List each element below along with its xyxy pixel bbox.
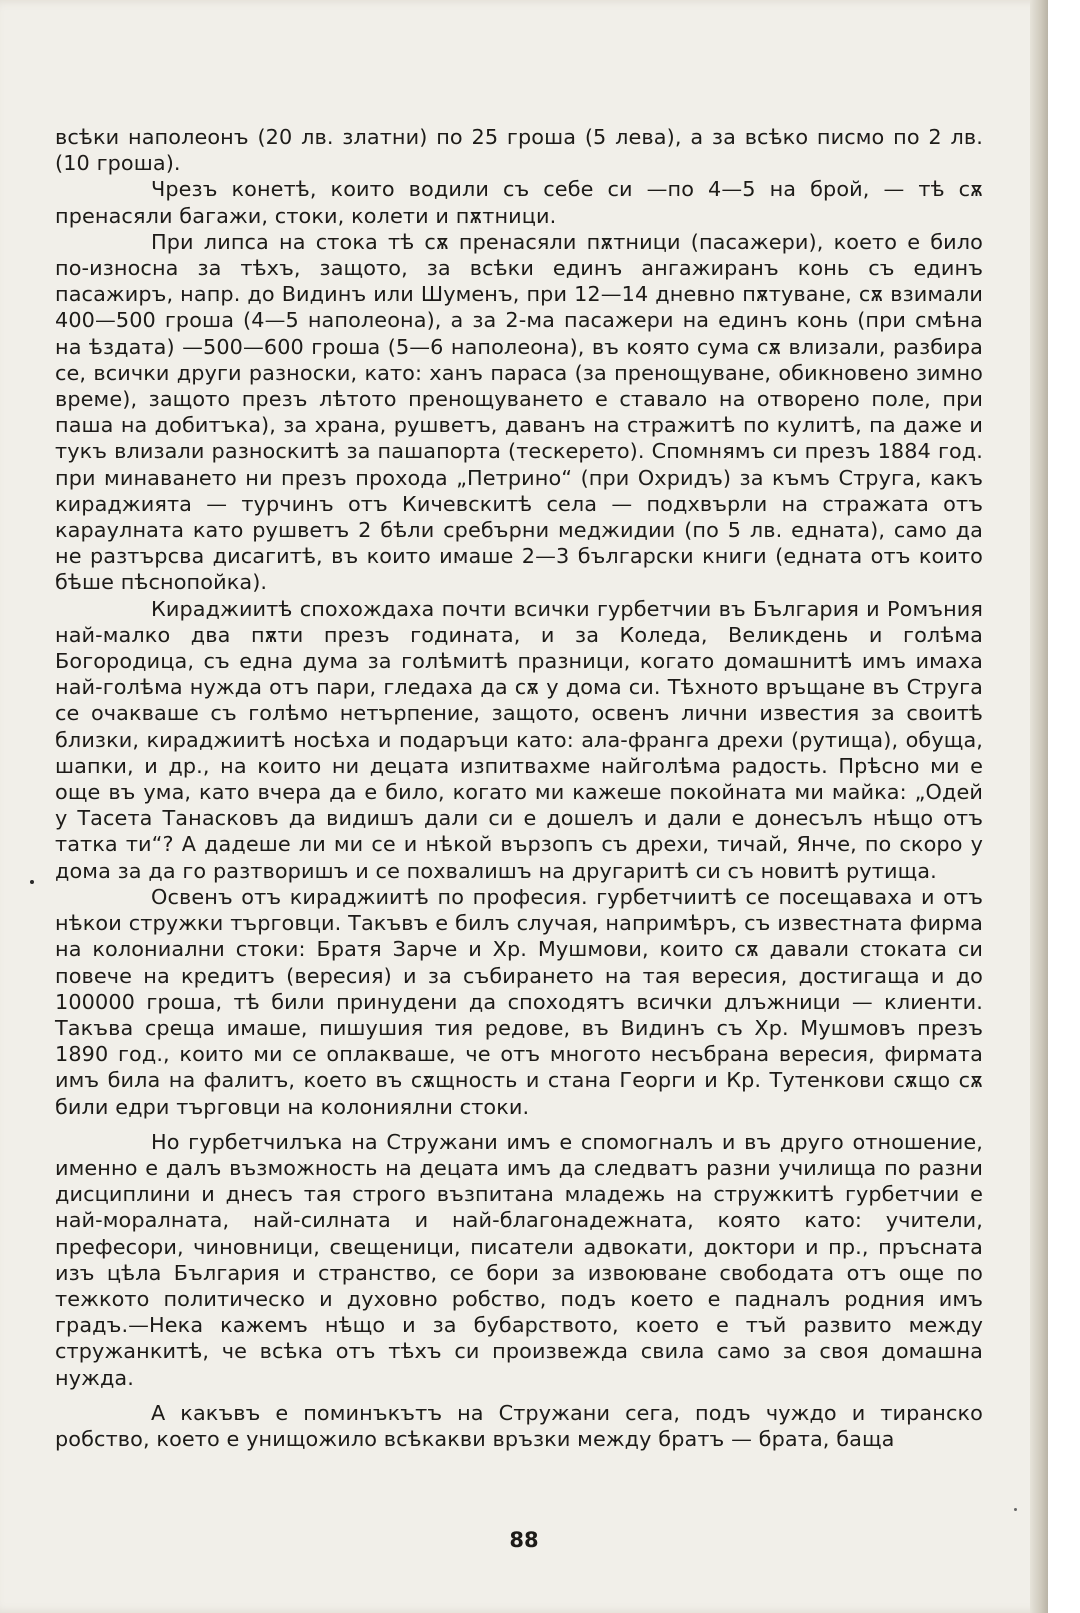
page-edge-shadow	[1030, 0, 1048, 1613]
paragraph-7: А какъвъ е поминъкътъ на Стружани сега, подъ чуждо и тиранско робство, което е унищожило всѣкакви връзки между братъ — брата, баща	[55, 1400, 983, 1451]
paragraph-5: Освенъ отъ кираджиитѣ по професия. гурбетчиитѣ се посещаваха и отъ нѣкои стружки търговци. Такъвъ е билъ случая, напримѣръ, съ известната фирма на колониални стоки: Братя Зарче и Хр. Мушмови, които сѫ давали стоката си повече на кредитъ (вересия) и за събирането на тая вересия, достигаща и до 100000 гроша, тѣ били принудени да споходятъ всички длъжници — клиенти. Такъва среща имаше, пишушия тия редове, въ Видинъ съ Хр. Мушмовъ презъ 1890 год., които ми се оплакваше, че отъ многото несъбрана вересия, фирмата имъ била на фалитъ, което въ сѫщность и стана Георги и Кр. Тутенкови сѫщо сѫ били едри търговци на колониялни стоки.	[55, 884, 983, 1119]
body-text	[55, 124, 983, 1452]
paragraph-6: Но гурбетчилъка на Стружани имъ е спомогналъ и въ друго отношение, именно е далъ възможность на децата имъ да следватъ разни училища по разни дисциплини и днесъ тая строго възпитана младежь на стружкитѣ гурбетчии е най-моралната, най-силната и най-благонадежната, която като: учители, префесори, чиновници, свещеници, писатели адвокати, доктори и пр., пръсната изъ цѣла България и странство, се бори за извоюване свободата отъ още по тежкото политическо и духовно робство, подъ което е падналъ родния имъ градъ.—Нека кажемъ нѣщо и за бубарството, което е тъй развито между стружанкитѣ, че всѣка отъ тѣхъ си произвежда свила само за своя домашна нужда.	[55, 1129, 983, 1390]
paragraph-3: При липса на стока тѣ сѫ пренасяли пѫтници (пасажери), което е било по-износна за тѣхъ, защото, за всѣки единъ ангажиранъ конь съ единъ пасажиръ, напр. до Видинъ или Шуменъ, при 12—14 дневно пѫтуване, сѫ взимали 400—500 гроша (4—5 наполеона), а за 2-ма пасажери на единъ конь (при смѣна на ѣздата) —500—600 гроша (5—6 наполеона), въ която сума сѫ влизали, разбира се, всички други разноски, като: ханъ параса (за пренощуване, обикновено зимно време), защото презъ лѣтото пренощуването е ставало на отворено поле, при паша на добитъка), за храна, рушветъ, даванъ на стражитѣ по кулитѣ, па даже и тукъ влизали разноскитѣ за пашапорта (тескерето). Спомнямъ си презъ 1884 год. при минаването ни презъ прохода „Петрино“ (при Охридъ) за къмъ Струга, какъ кираджията — турчинъ отъ Кичевскитѣ села — подхвърли на стражата отъ караулната като рушветъ 2 бѣли сребърни меджидии (по 5 лв. едната), само да не разтърсва дисагитѣ, въ които имаше 2—3 български книги (едната отъ които бѣше пѣснопойка).	[55, 229, 983, 595]
paragraph-2: Чрезъ конетѣ, които водили съ себе си —по 4—5 на брой, — тѣ сѫ пренасяли багажи, стоки, колети и пѫтници.	[55, 177, 983, 228]
ink-speck	[30, 880, 34, 884]
paragraph-4: Кираджиитѣ спохождаха почти всички гурбетчии въ България и Ромъния най-малко два пѫти презъ годината, и за Коледа, Великдень и голѣма Богородица, съ една дума за голѣмитѣ празници, когато домашнитѣ имъ имаха най-голѣма нужда отъ пари, гледаха да сѫ у дома си. Тѣхното връщане въ Струга се очакваше съ голѣмо нетърпение, защото, освенъ лични известия за своитѣ близки, кираджиитѣ носѣха и подаръци като: ала-франга дрехи (рутища), обуща, шапки, и др., на които ни децата изпитвахме найголѣма радость. Прѣсно ми е още въ ума, като вчера да е било, когато ми кажеше покойната ми майка: „Одей у Тасета Танасковъ да видишъ дали си е дошелъ и дали е донесълъ нѣщо отъ татка ти“? А дадеше ли ми се и нѣкой вързопъ съ дрехи, тичай, Янче, по скоро у дома за да го разтворишъ и се похвалишъ на другаритѣ си съ новитѣ рутища.	[55, 596, 983, 883]
ink-speck	[1014, 1508, 1017, 1511]
paragraph-1: всѣки наполеонъ (20 лв. златни) по 25 гроша (5 лева), а за всѣко писмо по 2 лв. (10 гроша).	[55, 125, 983, 176]
page-number: 88	[509, 1528, 539, 1552]
